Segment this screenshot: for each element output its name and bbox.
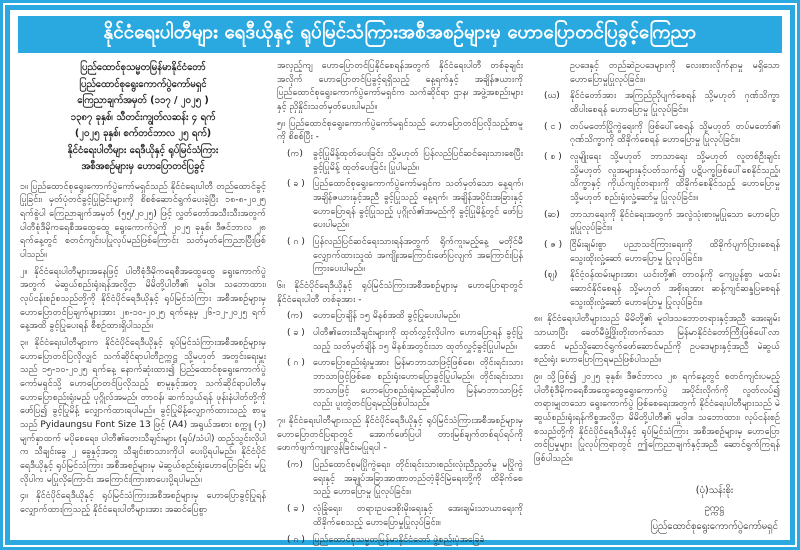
- masthead-line-announcement-number: ကြေညာချက်အမှတ် (၁၁၇ / ၂၀၂၅ ): [77, 95, 209, 106]
- clause-text: တပ်မတော်ပြိုကွဲရေးကို ဖြစ်ပေါ်စေရန် သို့မဟုတ် တပ်မတော်၏ ဂုဏ်သိက္ခာကို ထိခိုက်စေရန် ဟောပြောမှု ပြုလုပ်ခြင်း။: [570, 121, 780, 146]
- banner-title: နိုင်ငံရေးပါတီများ ရေဒီယိုနှင့် ရုပ်မြင်သံကြားအစီအစဉ်များမှ ဟောပြောတင်ပြခွင့်ကြေညာ: [103, 22, 697, 43]
- clause-text: ဥပဒေနှင့် တည်ဆဲဥပဒေများကို လေးစားလိုက်နာမှု မရှိသော ဟောပြောမှုပြုလုပ်ခြင်း။: [570, 61, 780, 85]
- content-columns: [17, 60, 783, 545]
- signature-block: [651, 482, 778, 537]
- clause-text: ပြန်လည်ပြင်ဆင်ရေးသားရန်အတွက် ရိုက်ကူးမည့်နေ့ မတိုင်မီ လျှောက်ထားသူထံ အကျိုးအကြောင်းဖော်ပြလျက် အကြောင်းပြန်ကြားပေးပါမည်။: [313, 237, 523, 275]
- signature-role: ဥက္ကဋ္ဌ: [704, 503, 725, 515]
- column-middle: [277, 60, 523, 545]
- clause-7-hsa: [544, 209, 780, 236]
- banner: [18, 16, 782, 53]
- clause-7-za: [544, 239, 780, 266]
- clause-label: ( ခ ): [287, 504, 305, 515]
- clause-7-ga-continued: [544, 60, 780, 87]
- clause-label: (က): [287, 460, 303, 471]
- page-inner-frame: [5, 5, 795, 545]
- clause-text: လုံခြုံရေး၊ တရားဥပဒေစိုးမိုးရေးနှင့် အေးချမ်းသာယာရေးကို ထိခိုက်စေသည့် ဟောပြောမှုပြုလုပ်ခြင်း။: [313, 504, 523, 528]
- paragraph-4: ၄။ နိုင်ငံပိုင်ရေဒီယိုနှင့် ရုပ်မြင်သံကြားအစီအစဉ်များမှ ဟောပြောခွင့်ပြုရန် လျှောက်ထားကြသည့် နိုင်ငံရေးပါတီများအား အဆင်ပြေစွာ: [20, 491, 266, 515]
- clause-5-ga: [287, 236, 523, 277]
- clause-label: [544, 60, 570, 87]
- column-left: [20, 60, 266, 530]
- clause-7-nga: [544, 121, 780, 148]
- clause-text: ဟောပြောစည်းရုံးမှုအား မြန်မာဘာသာဖြင့်ဖြစ်စေ၊ တိုင်းရင်းသားဘာသာဖြင့်ဖြစ်စေ စည်းရုံးဟောပြောခွင့်ပြုပါမည်။ တိုင်းရင်းသားဘာသာဖြင့် ဟောပြောစည်းရုံးမည်ဆိုပါက မြန်မာဘာသာဖြင့်လည်း ပူးတွဲတင်ပြရမည်ဖြစ်ပါသည်။: [313, 358, 523, 410]
- clause-7-zha: [544, 269, 780, 310]
- clause-7-kha: [287, 503, 523, 530]
- clause-text: ဟောပြောချိန် ၁၅ မိနစ်အထိ ခွင့်ပြုပေးပါမည်။: [313, 311, 460, 322]
- clause-5-ka: [287, 148, 523, 175]
- clause-6-kha: [287, 327, 523, 354]
- clause-text: ဘာသာရေးကို နိုင်ငံရေးအတွက် အလွဲသုံးစားမှုပြုသော ဟောပြောမှုပြုလုပ်ခြင်း။: [570, 209, 780, 234]
- clause-label: ( ဂ ): [287, 237, 305, 248]
- clause-text: ငြိမ်းချမ်းစွာ ပညာသင်ကြားရေးကို ထိခိုက်ပျက်ပြားစေရန် သွေးထိုးလှုံ့ဆော် ဟောပြောမှု ပြုလုပ်ခြင်း။: [570, 240, 780, 264]
- clause-label: ( ခ ): [287, 179, 305, 190]
- paragraph-6-intro: ၆။ နိုင်ငံပိုင်ရေဒီယိုနှင့် ရုပ်မြင်သံကြားအစီအစဉ်များမှ ဟောပြောရာတွင် နိုင်ငံရေးပါတီ တစ်ခုအား -: [277, 281, 523, 305]
- clause-label: (ဈ): [544, 270, 558, 281]
- clause-label: (ဃ): [544, 91, 560, 102]
- clause-6-ga: [287, 357, 523, 412]
- clause-text: လူမျိုးရေး သို့မဟုတ် ဘာသာရေး သို့မဟုတ် လူတစ်ဦးချင်း သို့မဟုတ် လူအများနှင့်ပတ်သက်၍ ပဋိပက္ခဖြစ်ပေါ်စေနိုင်သည့်၊ သိက္ခာနှင့် ကိုယ်ကျင့်တရားကို ထိခိုက်စေနိုင်သည့် ဟောပြောမှု သို့မဟုတ် စည်းရုံးလှုံ့ဆော်မှု ပြုလုပ်ခြင်း။: [570, 152, 780, 204]
- paragraph-3: ၃။ နိုင်ငံရေးပါတီများက နိုင်ငံပိုင်ရေဒီယိုနှင့် ရုပ်မြင်သံကြားအစီအစဉ်များမှ ဟောပြောတင်ပြလိုလျှင် သက်ဆိုင်ရာပါတီဥက္ကဋ္ဌ သို့မဟုတ် အတွင်းရေးမှူးသည် ၁၅-၁၀-၂၀၂၅ ရက်နေ့ နောက်ဆုံးထား၍ ပြည်ထောင်စုရွေးကောက်ပွဲကော်မရှင်သို့ ဟောပြောတင်ပြလိုသည့် စာမူနှင့်အတူ သက်ဆိုင်ရာပါတီမှ ဟောပြောစည်းရုံးမည့် ပုဂ္ဂိုလ်အမည်၊ တာဝန်၊ ဆက်သွယ်ရန် ဖုန်းနံပါတ်တို့ကိုဖော်ပြ၍ ခွင့်ပြုမိန့် လျှောက်ထားရပါမည်။ ခွင့်ပြုမိန့်လျှောက်ထားသည့် စာမူသည် Pyidaungsu Font Size 13 ဖြင့် (A4) အရွယ်အစား စက္ကူ (၇) မျက်နှာထက် မပိုစေရေး၊ ပါတီ၏တေးသီချင်းများ (ရုပ်/သံပါ) ထည့်သွင်းလိုပါက သီချင်းခွေ ၂ ခွေနှင့်အတူ သီချင်းစာသားကိုပါ ပေးပို့ရပါမည်။ နိုင်ငံပိုင်ရေဒီယိုနှင့် ရုပ်မြင်သံကြား အစီအစဉ်များမှ မဲဆွယ်စည်းရုံးဟောပြောခြင်း မပြုလိုပါက မပြုလိုကြောင်း အကြောင်းကြားစာပေးပို့ရပါမည်။: [20, 337, 266, 485]
- clause-5-kha: [287, 178, 523, 233]
- signature-area: [534, 482, 780, 537]
- clause-label: ( ဇ ): [544, 240, 563, 251]
- clause-label: (က): [287, 311, 303, 322]
- clause-7-gha: [544, 90, 780, 117]
- signature-organization: ပြည်ထောင်စုရွေးကောက်ပွဲကော်မရှင်: [650, 521, 778, 533]
- paragraph-5-intro: ၅။ ပြည်ထောင်စုရွေးကောက်ပွဲကော်မရှင်သည် ဟောပြောတင်ပြလိုသည့်စာမူကို စိစစ်ပြီး -: [277, 118, 523, 143]
- paragraph-2: ၂။ နိုင်ငံရေးပါတီများအနေဖြင့် ပါတီစုံဒီမိုကရေစီအထွေထွေ ရွေးကောက်ပွဲအတွက် မဲဆွယ်စည်းရုံးရန်အလို့ငှာ မိမိတို့ပါတီ၏ မူဝါဒ၊ သဘောထား၊ လုပ်ငန်းစဉ်စသည်တို့ကို နိုင်ငံပိုင်ရေဒီယိုနှင့် ရုပ်မြင်သံကြား အစီအစဉ်များမှ ဟောပြောတင်ပြချက်များအား ၂၈-၁၀-၂၀၂၅ ရက်နေ့မှ ၂၆-၁၂-၂၀၂၅ ရက်နေ့အထိ ခွင့်ပြုပေးရန် စီစဉ်ထားရှိပါသည်။: [20, 266, 266, 332]
- clause-label: (ဆ): [544, 209, 560, 220]
- clause-label: ( စ ): [544, 152, 562, 163]
- masthead-line-myanmar-date: ၁၃၈၇ ခုနှစ်၊ သီတင်းကျွတ်လဆန်း ၄ ရက်: [70, 111, 216, 123]
- masthead-line-country: ပြည်ထောင်စုသမ္မတမြန်မာနိုင်ငံတော်: [80, 62, 206, 73]
- clause-label: ( ဂ ): [287, 358, 305, 369]
- clause-text: ပြည်ထောင်စုမပြိုကွဲရေး၊ တိုင်းရင်းသားစည်းလုံးညီညွတ်မှု မပြိုကွဲရေးနှင့် အချုပ်အခြာအာဏာတည်တံ့ခိုင်မြဲရေးတို့ကို ထိခိုက်စေသည့် ဟောပြောမှု ပြုလုပ်ခြင်း။: [313, 460, 523, 498]
- paragraph-9: ၉။ သို့ဖြစ်၍ ၂၀၂၅ ခုနှစ်၊ ဒီဇင်ဘာလ ၂၈ ရက်နေ့တွင် စတင်ကျင်းပမည့် ပါတီစုံဒီမိုကရေစီအထွေထွေရွေးကောက်ပွဲ အပိုင်းလိုက်ကို လွတ်လပ်၍ တရားမျှတသော ရွေးကောက်ပွဲ ဖြစ်စေရေးအတွက် နိုင်ငံရေးပါတီများသည် မဲဆွယ်စည်းရုံးရန်ကိစ္စအလို့ငှာ မိမိတို့ပါတီ၏ မူဝါဒ၊ သဘောထား၊ လုပ်ငန်းစဉ် စသည်တို့ကို နိုင်ငံပိုင်ရေဒီယိုနှင့် ရုပ်မြင်သံကြား အစီအစဉ်များမှ ဟောပြောတင်ပြမှုများ ပြုလုပ်ကြရာတွင် ဤကြေညာချက်နှင့်အညီ ဆောင်ရွက်ကြရန် ဖြစ်ပါသည်။: [534, 372, 780, 465]
- paragraph-8: ၈။ နိုင်ငံရေးပါတီများသည် မိမိတို့၏ မူဝါဒသဘောတရားနှင့်အညီ အေးချမ်းသာယာပြီး ခေတ်မီဖွံ့ဖြိုးတိုးတက်သော မြန်မာနိုင်ငံတော်ကြီးဖြစ်ပေါ်လာအောင် မည်သို့ဆောင်ရွက်ဖော်ဆောင်မည်ကို ဥပဒေများနှင့်အညီ မဲဆွယ်စည်းရုံး ဟောပြောကြရမည်ဖြစ်ပါသည်။: [534, 314, 780, 366]
- paragraph-1: ၁။ ပြည်ထောင်စုရွေးကောက်ပွဲကော်မရှင်သည် နိုင်ငံရေးပါတီ တည်ထောင်ခွင့်ပြုခြင်း၊ မှတ်ပုံတင်ခွင့်ပြုခြင်းများကို စိစစ်ဆောင်ရွက်ပေးခဲ့ပြီး ၁၈-၈-၂၀၂၅ ရက်စွဲပါ ကြေညာချက်အမှတ် (၅၅/၂၀၂၅) ဖြင့် လွှတ်တော်အသီးသီးအတွက် ပါတီစုံဒီမိုကရေစီအထွေထွေ ရွေးကောက်ပွဲကို ၂၀၂၅ ခုနှစ်၊ ဒီဇင်ဘာလ ၂၈ ရက်နေ့တွင် စတင်ကျင်းပပြုလုပ်မည်ဖြစ်ကြောင်း သတ်မှတ်ကြေညာပြီးဖြစ်ပါသည်။: [20, 181, 266, 260]
- paragraph-4-continued: အလှည့်ကျ ဟောပြောတင်ပြနိုင်စေရန်အတွက် နိုင်ငံရေးပါတီ တစ်ခုချင်းအလိုက် ဟောပြောတင်ပြခွင့်ရရှိသည့် နေ့ရက်နှင့် အချိန်ဇယားကို ပြည်ထောင်စုရွေးကောက်ပွဲကော်မရှင်က သက်ဆိုင်ရာ ဌာန၊ အဖွဲ့အစည်းများနှင့် ညှိနှိုင်းသတ်မှတ်ပေးပါမည်။: [277, 61, 523, 113]
- clause-text: ပြည်ထောင်စုသမ္မတမြန်မာနိုင်ငံတော် ဖွဲ့စည်းပုံအခြေခံ: [313, 534, 485, 545]
- signature-name: (ပုံ)သန်းစိုး: [695, 484, 734, 496]
- clause-7-sa: [544, 151, 780, 206]
- clause-text: နိုင်ငံတော်အား အကြည်ညိုပျက်စေရန် သို့မဟုတ် ဂုဏ်သိက္ခာထိပါးစေရန် ဟောပြောမှု ပြုလုပ်ခြင်း။: [570, 91, 780, 116]
- clause-7-ka: [287, 459, 523, 500]
- clause-6-ka: [287, 310, 523, 324]
- clause-label: (က): [287, 149, 303, 160]
- masthead-line-subject-2: အစီအစဉ်များမှ ဟောပြောတင်ပြခွင့်: [81, 161, 205, 172]
- clause-text: နိုင်ငံ့ဝန်ထမ်းများအား ယင်းတို့၏ တာဝန်ကို ကျေပွန်စွာ မထမ်းဆောင်နိုင်စေရန် သို့မဟုတ် အစိုးရအား ဆန့်ကျင်ဆန္ဒပြစေရန် သွေးထိုးလှုံ့ဆော် ဟောပြောမှု ပြုလုပ်ခြင်း။: [570, 270, 780, 308]
- clause-label: ( ခ ): [287, 328, 305, 339]
- clause-label: ( ဂ ): [287, 534, 305, 545]
- masthead-line-commission: ပြည်ထောင်စုရွေးကောက်ပွဲကော်မရှင်: [79, 78, 207, 90]
- paragraph-7-intro: ၇။ နိုင်ငံရေးပါတီများသည် နိုင်ငံပိုင်ရေဒီယိုနှင့် ရုပ်မြင်သံကြားအစီအစဉ်များမှ ဟောပြောတင်ပြရာတွင် အောက်ဖော်ပြပါ တားမြစ်ချက်တစ်ရပ်ရပ်ကို ဖောက်ဖျက်ကျူးလွန်ခြင်းမပြုရပါ -: [277, 416, 523, 454]
- masthead: [20, 60, 266, 176]
- clause-text: ပြည်ထောင်စုရွေးကောက်ပွဲကော်မရှင်က သတ်မှတ်သော နေ့ရက်၊ အချိန်ဇယားနှင့်အညီ ခွင့်ပြုသည့် နေ့ရက်၊ အချိန်အပိုင်းအခြားနှင့် ဟောပြောရန် ခွင့်ပြုသည့် ပုဂ္ဂိုလ်၏အမည်ကို ခွင့်ပြုမိန့်တွင် ဖော်ပြပေးပါမည်။: [313, 179, 523, 231]
- clause-text: ခွင့်ပြုမိန့်ထုတ်ပေးခြင်း သို့မဟုတ် ပြန်လည်ပြင်ဆင်ရေးသားစေပြီး ခွင့်ပြုမိန့် ထုတ်ပေးခြင်း ပြုပါမည်။: [313, 149, 523, 173]
- clause-7-ga: [287, 534, 523, 548]
- column-right: [534, 60, 780, 533]
- masthead-line-subject-1: နိုင်ငံရေးပါတီများ ရေဒီယိုနှင့် ရုပ်မြင်သံကြား: [67, 144, 219, 156]
- clause-text: ပါတီ၏တေးသီချင်းများကို ထုတ်လွှင့်လိုပါက ဟောပြောရန် ခွင့်ပြုသည့် သတ်မှတ်ချိန် ၁၅ မိနစ်အတွင်းသာ ထုတ်လွှင့်ခွင့်ပြုပါမည်။: [313, 328, 523, 352]
- clause-label: ( င ): [544, 121, 562, 132]
- masthead-line-gregorian-date: (၂၀၂၅ ခုနှစ်၊ စက်တင်ဘာလ ၂၅ ရက်): [74, 128, 212, 139]
